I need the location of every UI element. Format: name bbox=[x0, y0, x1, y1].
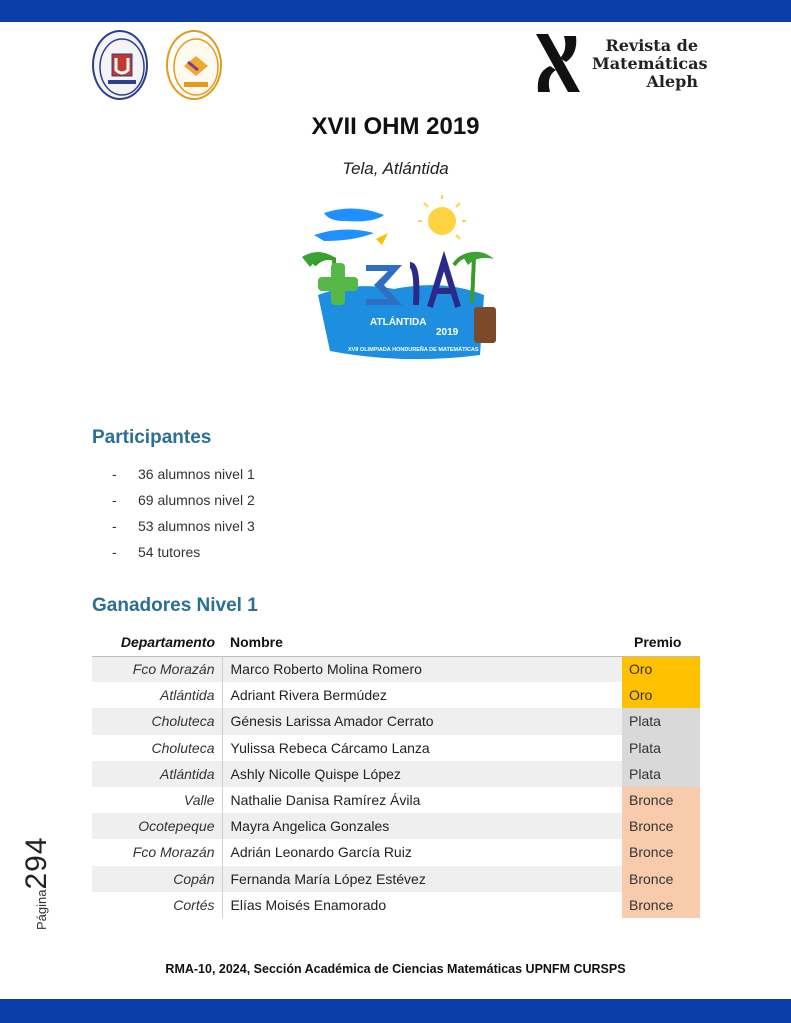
department-cell: Atlántida bbox=[92, 761, 222, 787]
upnfm-seal-logo bbox=[166, 30, 222, 100]
event-logo-location: ATLÁNTIDA bbox=[370, 317, 427, 328]
department-cell: Cortés bbox=[92, 892, 222, 918]
table-row bbox=[92, 656, 700, 682]
journal-name bbox=[592, 36, 708, 91]
department-cell: Fco Morazán bbox=[92, 656, 222, 682]
table-row bbox=[92, 892, 700, 918]
department-cell: Copán bbox=[92, 866, 222, 892]
department-cell: Atlántida bbox=[92, 682, 222, 708]
bottom-color-bar bbox=[0, 999, 791, 1023]
list-bullet: - bbox=[112, 492, 117, 508]
prize-cell: Bronce bbox=[622, 839, 700, 865]
event-logo-banner: XVII OLIMPIADA HONDUREÑA DE MATEMÁTICAS bbox=[348, 347, 479, 353]
prize-cell: Bronce bbox=[622, 866, 700, 892]
winners-table bbox=[92, 628, 700, 918]
page-number-label bbox=[20, 830, 100, 930]
name-cell: Adriant Rivera Bermúdez bbox=[230, 687, 387, 704]
page-label-word: Página bbox=[34, 889, 49, 930]
list-item-text: 54 tutores bbox=[138, 544, 201, 560]
table-row bbox=[92, 839, 700, 865]
department-cell: Choluteca bbox=[92, 735, 222, 761]
name-cell: Elías Moisés Enamorado bbox=[230, 896, 387, 913]
column-header-prize: Premio bbox=[634, 633, 682, 650]
list-item bbox=[112, 539, 255, 565]
column-header-department: Departamento bbox=[120, 633, 215, 650]
table-row bbox=[92, 682, 700, 708]
list-bullet: - bbox=[112, 544, 117, 560]
name-cell: Mayra Angelica Gonzales bbox=[222, 813, 622, 839]
list-item-text: 53 alumnos nivel 3 bbox=[138, 518, 255, 534]
winners-table-body bbox=[92, 656, 700, 918]
name-cell: Yulissa Rebeca Cárcamo Lanza bbox=[230, 739, 430, 756]
name-cell: Marco Roberto Molina Romero bbox=[222, 656, 622, 682]
table-row bbox=[92, 761, 700, 787]
prize-cell: Plata bbox=[622, 735, 700, 761]
name-cell: Génesis Larissa Amador Cerrato bbox=[222, 708, 622, 734]
table-row bbox=[92, 787, 700, 813]
table-header-row bbox=[92, 628, 700, 656]
table-row bbox=[92, 866, 700, 892]
list-item bbox=[112, 513, 255, 539]
name-cell: Nathalie Danisa Ramírez Ávila bbox=[230, 792, 421, 809]
department-cell: Valle bbox=[92, 787, 222, 813]
journal-name-line: Aleph bbox=[646, 72, 698, 91]
department-cell: Choluteca bbox=[92, 708, 222, 734]
list-item bbox=[112, 461, 255, 487]
journal-name-line: Matemáticas bbox=[592, 54, 708, 73]
page-subtitle: Tela, Atlántida bbox=[342, 159, 449, 178]
list-bullet: - bbox=[112, 466, 117, 482]
list-item bbox=[112, 487, 255, 513]
list-item-text: 69 alumnos nivel 2 bbox=[138, 492, 255, 508]
table-row bbox=[92, 708, 700, 734]
prize-cell: Bronce bbox=[622, 892, 700, 918]
table-row bbox=[92, 735, 700, 761]
list-item-text: 36 alumnos nivel 1 bbox=[138, 466, 255, 482]
winners-heading: Ganadores Nivel 1 bbox=[92, 595, 258, 616]
prize-cell: Oro bbox=[622, 682, 700, 708]
university-seal-logo bbox=[92, 30, 148, 100]
prize-cell: Plata bbox=[622, 708, 700, 734]
page-number: 294 bbox=[20, 836, 53, 890]
participants-list bbox=[112, 461, 255, 565]
column-header-name: Nombre bbox=[230, 633, 283, 650]
event-logo-year: 2019 bbox=[436, 327, 459, 338]
prize-cell: Bronce bbox=[622, 787, 700, 813]
top-color-bar bbox=[0, 0, 791, 22]
footer-citation: RMA-10, 2024, Sección Académica de Ciencias Matemáticas UPNFM CURSPS bbox=[165, 962, 626, 976]
name-cell: Ashly Nicolle Quispe López bbox=[222, 761, 622, 787]
journal-name-line: Revista de bbox=[605, 36, 698, 55]
prize-cell: Oro bbox=[622, 656, 700, 682]
department-cell: Fco Morazán bbox=[92, 839, 222, 865]
olympiad-tela-logo bbox=[284, 195, 504, 367]
aleph-logo bbox=[528, 28, 588, 98]
department-cell: Ocotepeque bbox=[92, 813, 222, 839]
page-title: XVII OHM 2019 bbox=[311, 113, 480, 140]
list-bullet: - bbox=[112, 518, 117, 534]
name-cell: Fernanda María López Estévez bbox=[222, 866, 622, 892]
name-cell: Adrián Leonardo García Ruiz bbox=[230, 844, 412, 861]
participants-heading: Participantes bbox=[92, 427, 212, 448]
prize-cell: Plata bbox=[622, 761, 700, 787]
table-row bbox=[92, 813, 700, 839]
prize-cell: Bronce bbox=[622, 813, 700, 839]
